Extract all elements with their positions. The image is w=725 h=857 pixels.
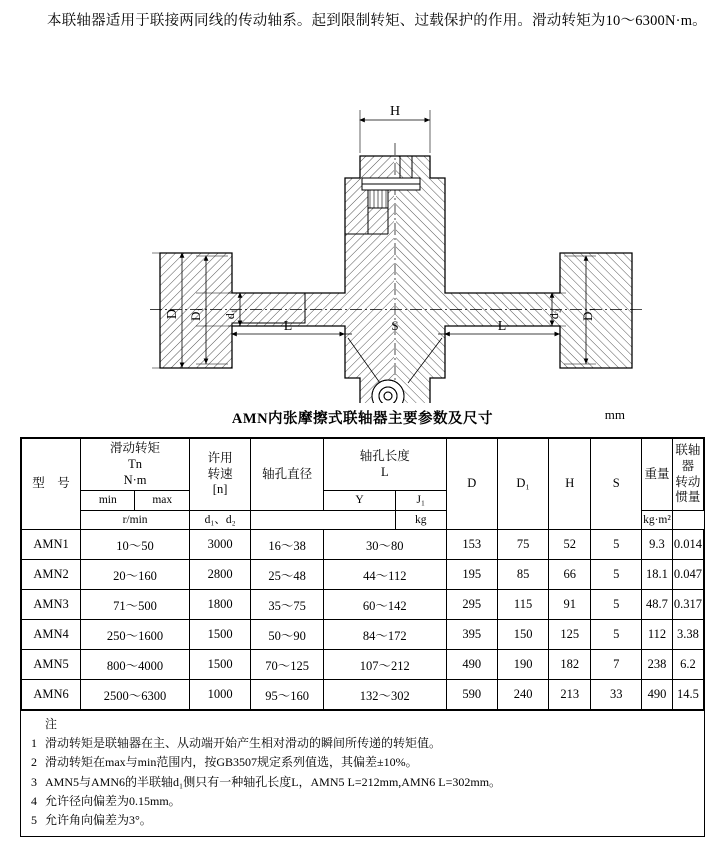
header-torque-min: min [81, 491, 135, 510]
header-torque [81, 439, 190, 491]
table-title: AMN内张摩擦式联轴器主要参数及尺寸 [231, 411, 494, 428]
cell-weight: 48.7 [642, 590, 673, 620]
cell-torque: 20～160 [81, 560, 190, 590]
note-item [31, 773, 696, 792]
label-H: H [389, 104, 401, 120]
header-weight-unit: kg [395, 510, 446, 529]
cell-bore-dia: 70～125 [251, 650, 324, 680]
table-row [22, 680, 704, 710]
cell-torque: 250～1600 [81, 620, 190, 650]
cell-H: 91 [549, 590, 591, 620]
header-speed-line2: 转速 [207, 466, 233, 481]
notes-title: 注 [45, 717, 58, 732]
header-H: H [549, 439, 591, 530]
cell-speed: 1000 [190, 680, 251, 710]
label-D1-left: D₁ [188, 307, 203, 322]
cell-model: AMN3 [22, 590, 81, 620]
cell-S: 7 [591, 650, 642, 680]
cell-weight: 18.1 [642, 560, 673, 590]
label-d2: d₂ [547, 309, 561, 320]
table-row [22, 650, 704, 680]
header-S: S [591, 439, 642, 530]
table-row [22, 620, 704, 650]
intro-paragraph [0, 0, 725, 32]
cell-weight: 9.3 [642, 530, 673, 560]
header-bore-len [324, 439, 446, 491]
cell-torque: 2500～6300 [81, 680, 190, 710]
header-bore-len-y: Y [324, 491, 396, 510]
table-row [22, 560, 704, 590]
header-bore-len-line1: 轴孔长度 [359, 449, 410, 464]
cell-model: AMN1 [22, 530, 81, 560]
cell-bore-len: 30～80 [324, 530, 446, 560]
cell-inertia: 3.38 [672, 620, 703, 650]
cell-model: AMN2 [22, 560, 81, 590]
cell-bore-dia: 16～38 [251, 530, 324, 560]
note-number: 5 [31, 813, 37, 828]
intro-text: 本联轴器适用于联接两同线的传动轴系。起到限制转矩、过载保护的作用。滑动转矩为10～6300N·m。 [47, 13, 707, 29]
cell-torque: 71～500 [81, 590, 190, 620]
cell-D: 590 [446, 680, 497, 710]
label-D: D [165, 309, 180, 320]
header-bore-len-j1: J₁ [395, 491, 446, 510]
cell-model: AMN4 [22, 620, 81, 650]
header-torque-sym: Tn [128, 457, 142, 472]
cell-H: 125 [549, 620, 591, 650]
header-speed-sym: [n] [212, 482, 228, 497]
note-number: 2 [31, 755, 37, 770]
header-speed-line1: 许用 [207, 451, 233, 466]
header-inertia-line1: 联轴器 [675, 443, 701, 473]
cell-D: 395 [446, 620, 497, 650]
note-text: 滑动转矩是联轴器在主、从动端开始产生相对滑动的瞬间所传递的转矩值。 [45, 736, 442, 751]
cell-bore-len: 44～112 [324, 560, 446, 590]
cell-D1: 85 [497, 560, 548, 590]
cell-S: 5 [591, 530, 642, 560]
label-S: S [391, 318, 399, 334]
cell-bore-len: 84～172 [324, 620, 446, 650]
cell-weight: 112 [642, 620, 673, 650]
cell-D1: 115 [497, 590, 548, 620]
cell-D1: 190 [497, 650, 548, 680]
cell-inertia: 6.2 [672, 650, 703, 680]
cell-weight: 490 [642, 680, 673, 710]
header-model: 型 号 [22, 439, 81, 530]
header-torque-line1: 滑动转矩 [110, 441, 161, 456]
cell-speed: 3000 [190, 530, 251, 560]
note-text: 滑动转矩在max与min范围内，按GB3507规定系列值选，其偏差±10%。 [45, 755, 418, 770]
table-notes [21, 710, 704, 836]
header-bore-len-blank [251, 510, 396, 529]
cell-D1: 75 [497, 530, 548, 560]
cell-speed: 1800 [190, 590, 251, 620]
cell-bore-len: 60～142 [324, 590, 446, 620]
cell-torque: 800～4000 [81, 650, 190, 680]
note-item [31, 811, 696, 830]
cell-S: 5 [591, 620, 642, 650]
cell-speed: 1500 [190, 620, 251, 650]
cell-model: AMN5 [22, 650, 81, 680]
header-inertia [672, 439, 703, 510]
header-bore-dia: 轴孔直径 [251, 439, 324, 510]
cell-model: AMN6 [22, 680, 81, 710]
cell-weight: 238 [642, 650, 673, 680]
cell-speed: 2800 [190, 560, 251, 590]
cell-H: 182 [549, 650, 591, 680]
cell-D: 490 [446, 650, 497, 680]
header-torque-max: max [135, 491, 190, 510]
header-inertia-line2: 转动惯量 [675, 474, 701, 505]
cell-bore-dia: 35～75 [251, 590, 324, 620]
cell-torque: 10～50 [81, 530, 190, 560]
cell-inertia: 0.047 [672, 560, 703, 590]
header-weight: 重量 [642, 439, 673, 510]
label-D1-right: D₁ [580, 307, 595, 322]
header-speed-unit: r/min [81, 510, 190, 529]
note-text: 允许径向偏差为0.15mm。 [45, 793, 181, 808]
cell-bore-dia: 25～48 [251, 560, 324, 590]
note-text: 允许角向偏差为3°。 [45, 813, 152, 828]
cell-bore-len: 107～212 [324, 650, 446, 680]
cell-D: 195 [446, 560, 497, 590]
header-bore-dia-sub: d₁、d₂ [190, 510, 251, 529]
coupling-drawing [0, 38, 725, 403]
cell-D1: 240 [497, 680, 548, 710]
cell-S: 33 [591, 680, 642, 710]
cell-speed: 1500 [190, 650, 251, 680]
cell-H: 66 [549, 560, 591, 590]
cell-D1: 150 [497, 620, 548, 650]
cell-inertia: 0.317 [672, 590, 703, 620]
cell-D: 295 [446, 590, 497, 620]
table-row [22, 590, 704, 620]
parameters-table [20, 437, 705, 837]
cell-S: 5 [591, 590, 642, 620]
cell-H: 52 [549, 530, 591, 560]
note-text: AMN5与AMN6的半联轴d₁侧只有一种轴孔长度L，AMN5 L=212mm,AMN6 L=302mm。 [45, 774, 502, 789]
note-number: 1 [31, 736, 37, 751]
cell-bore-dia: 50～90 [251, 620, 324, 650]
table-body [22, 530, 704, 710]
cell-bore-len: 132～302 [324, 680, 446, 710]
header-D1: D₁ [497, 439, 548, 530]
header-inertia-unit: kg·m² [642, 510, 673, 529]
table-row [22, 530, 704, 560]
cell-bore-dia: 95～160 [251, 680, 324, 710]
header-torque-unit: N·m [123, 472, 147, 487]
note-number: 3 [31, 774, 37, 789]
label-d1: d₁ [223, 309, 237, 320]
label-L-left: L [283, 319, 293, 335]
note-item [31, 734, 696, 753]
note-item [31, 792, 696, 811]
note-item [31, 753, 696, 772]
header-speed [190, 439, 251, 510]
note-number: 4 [31, 793, 37, 808]
header-D: D [446, 439, 497, 530]
table-title-row [0, 407, 725, 433]
table-unit: mm [604, 407, 625, 423]
cell-inertia: 14.5 [672, 680, 703, 710]
header-bore-len-sym: L [380, 464, 389, 479]
cell-H: 213 [549, 680, 591, 710]
cell-S: 5 [591, 560, 642, 590]
cell-D: 153 [446, 530, 497, 560]
cell-inertia: 0.014 [672, 530, 703, 560]
label-L-right: L [497, 319, 507, 335]
